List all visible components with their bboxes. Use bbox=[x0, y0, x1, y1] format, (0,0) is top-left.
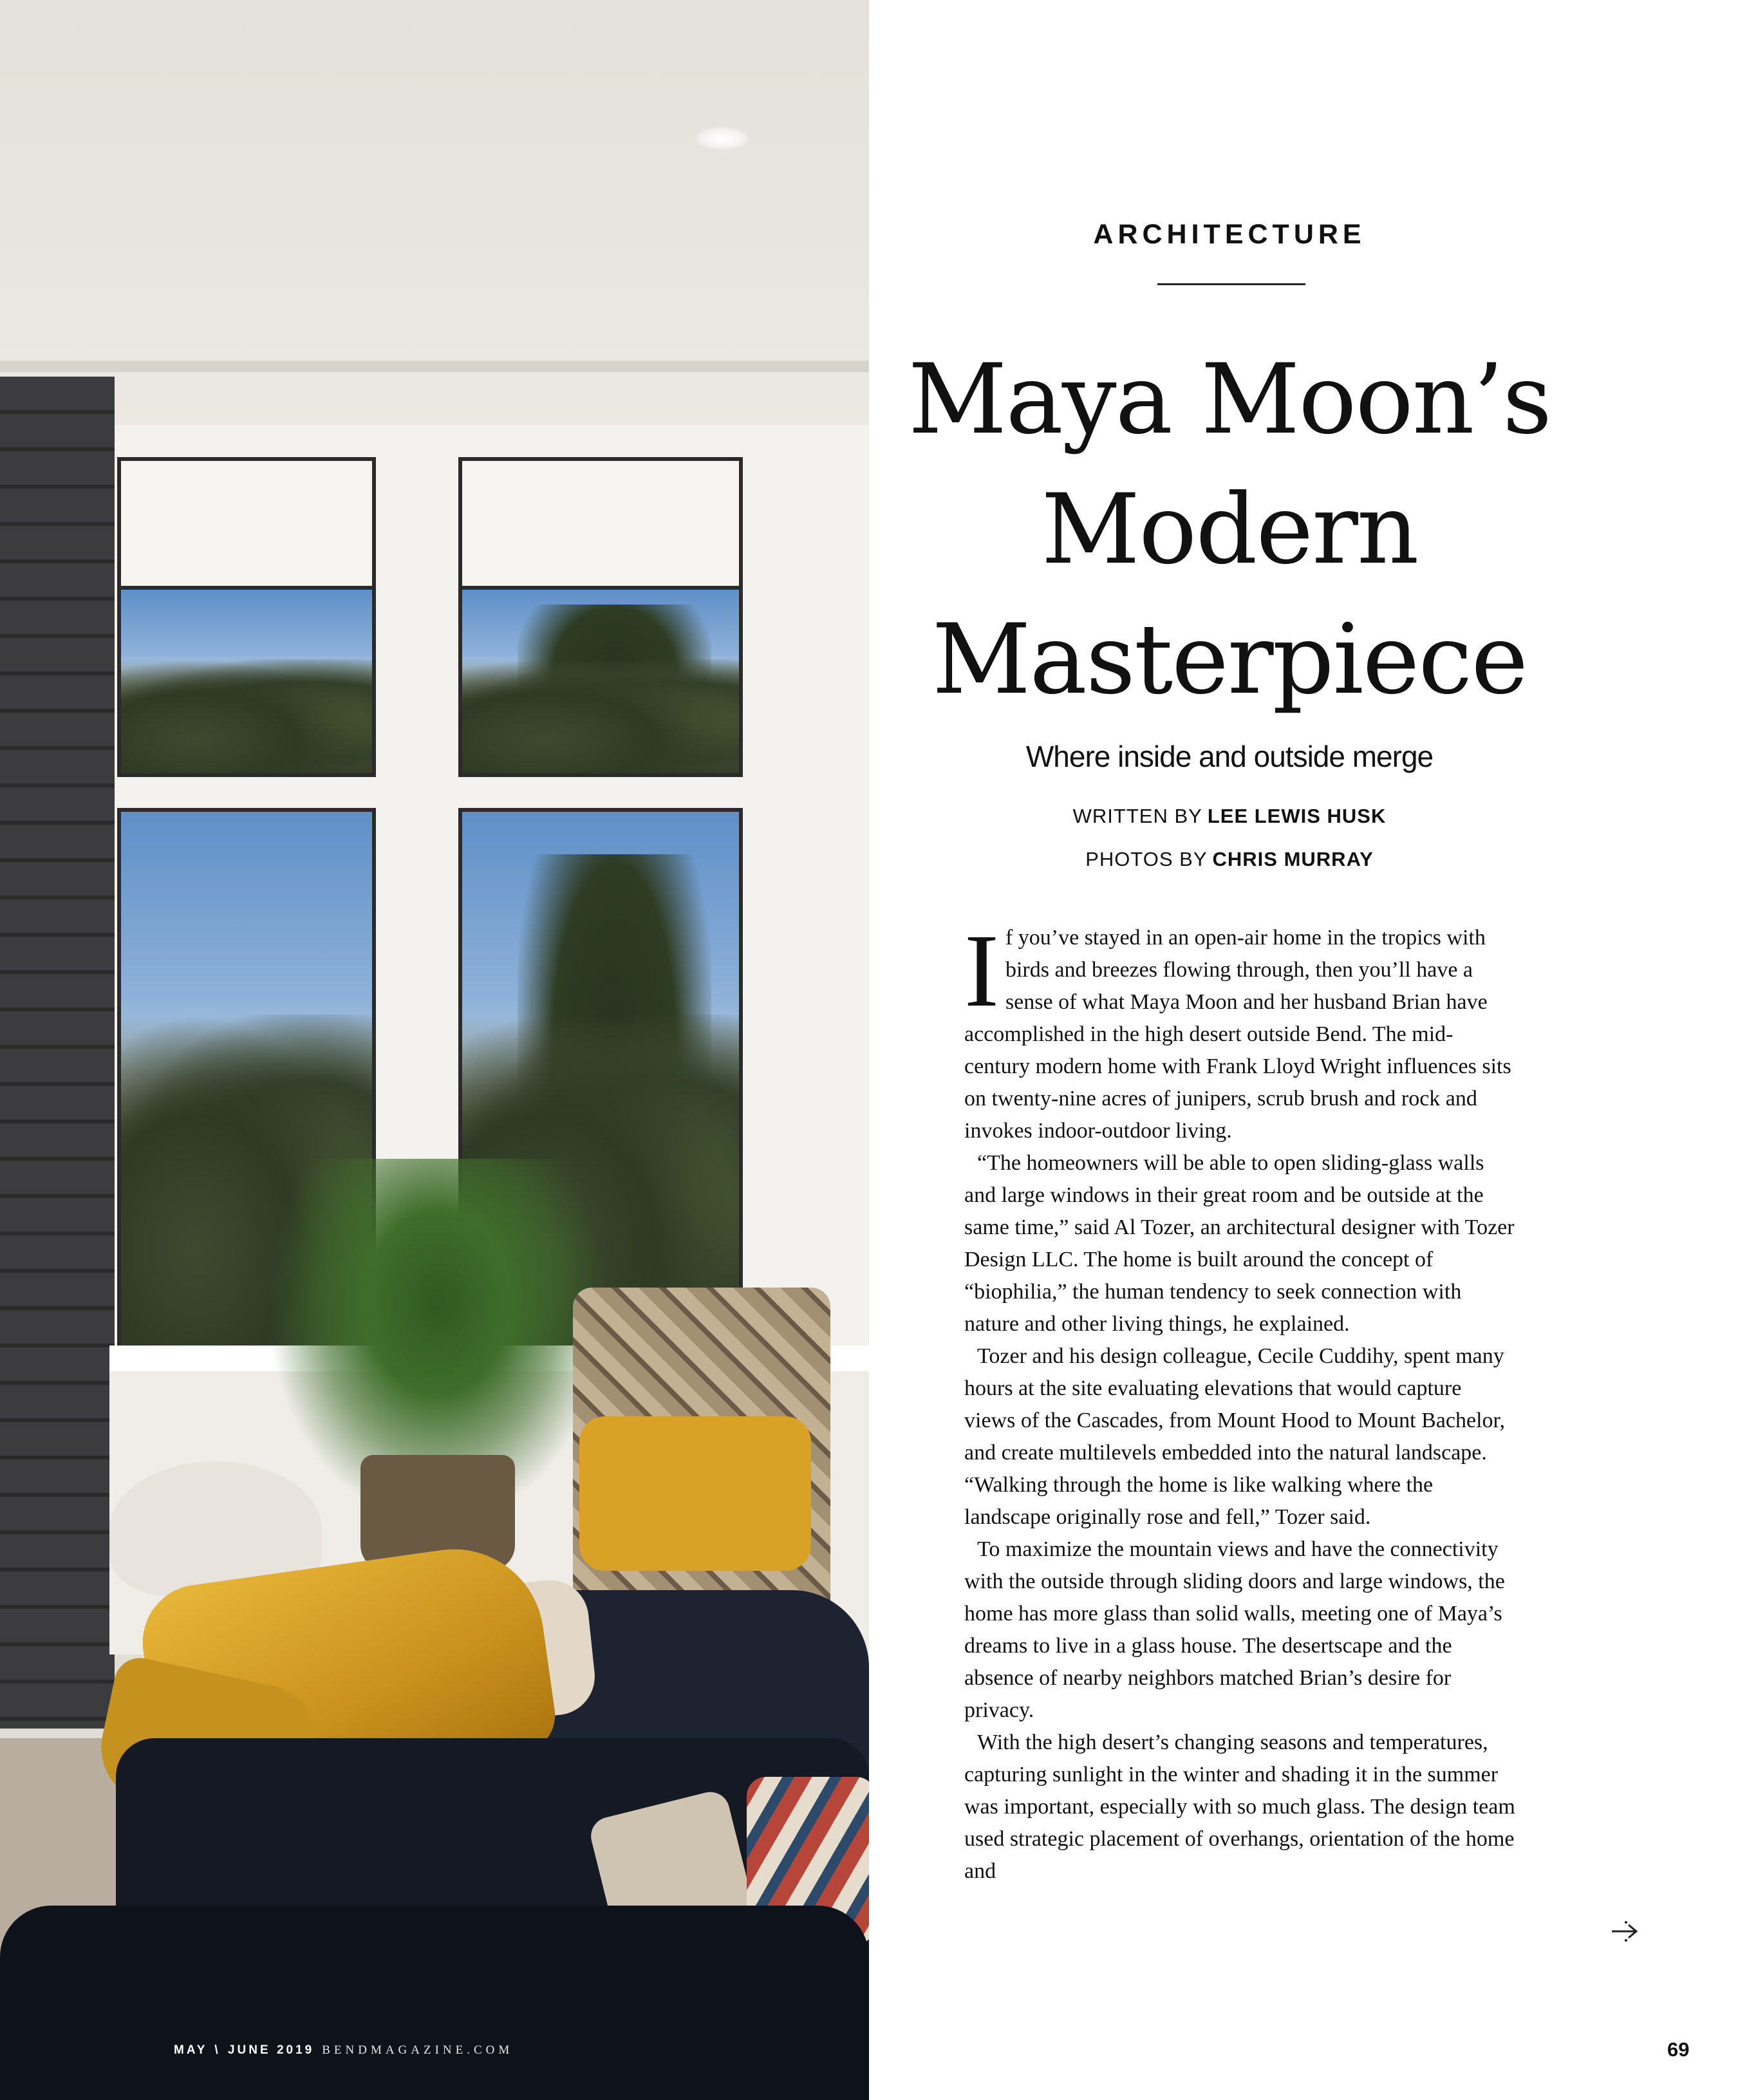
article-headline: Maya Moon’s Modern Masterpiece bbox=[908, 344, 1551, 716]
continue-arrow-icon bbox=[1609, 1918, 1643, 1944]
page-number: 69 bbox=[1667, 2038, 1690, 2061]
drop-cap: I bbox=[964, 914, 999, 1029]
article-paragraph bbox=[964, 914, 1518, 1147]
window-pane-top-right bbox=[458, 586, 743, 777]
writer-credit bbox=[869, 805, 1590, 828]
ceiling-edge bbox=[0, 361, 869, 372]
article-subtitle: Where inside and outside merge bbox=[1025, 740, 1434, 773]
article-paragraph: “The homeowners will be able to open sliding-glass walls and large windows in their great room and be outside at the same time,” said Al Tozer, an architectural designer with Tozer Design LLC. The home is built around the concept of “biophilia,” the human tendency to seek connection with nature and other living things, he explained. bbox=[964, 1151, 1515, 1336]
leather-sofa-front bbox=[0, 1906, 869, 2100]
writer-name: LEE LEWIS HUSK bbox=[1207, 805, 1387, 827]
folio-issue: JUNE 2019 bbox=[227, 2043, 315, 2057]
photographer-name: CHRIS MURRAY bbox=[1212, 848, 1374, 870]
section-kicker: ARCHITECTURE bbox=[1093, 219, 1366, 250]
kicker-divider bbox=[1157, 283, 1305, 285]
photos-by-label: PHOTOS BY bbox=[1085, 848, 1208, 870]
paragraph-text: f you’ve stayed in an open-air home in the tropics with birds and breezes flowing through, then you’ll have a sense of what Maya Moon and her husband Brian have accomplished in the high desert outside Bend. The mid-century modern home with Frank Lloyd Wright influences sits on twenty-nine acres of junipers, scrub brush and rock and invokes indoor-outdoor living. bbox=[964, 926, 1511, 1143]
folio-month: MAY bbox=[174, 2043, 208, 2057]
brick-column bbox=[0, 377, 115, 1729]
folio-website: BENDMAGAZINE.COM bbox=[322, 2043, 514, 2057]
issue-folio bbox=[174, 2043, 513, 2058]
article-paragraph: To maximize the mountain views and have the connectivity with the outside through sliding doors and large windows, the home has more glass than solid walls, meeting one of Maya’s dreams to live in a glass house. The desertscape and the absence of nearby neighbors matched Brian’s desire for privacy. bbox=[964, 1537, 1505, 1722]
window-shade bbox=[117, 457, 376, 597]
yellow-fur-pillow bbox=[579, 1416, 811, 1571]
window-pane-top-left bbox=[117, 586, 376, 777]
written-by-label: WRITTEN BY bbox=[1072, 805, 1202, 827]
article-paragraph: With the high desert’s changing seasons and temperatures, capturing sunlight in the winter and shading it in the summer was important, especially with so much glass. The design team used strategic placement of overhangs, orientation of the home and bbox=[964, 1730, 1515, 1883]
folio-separator: \ bbox=[214, 2043, 221, 2057]
ceiling-light bbox=[694, 126, 751, 151]
window-shade bbox=[458, 457, 743, 597]
photo-credit bbox=[869, 848, 1590, 871]
article-body bbox=[964, 914, 1518, 1888]
article-paragraph: Tozer and his design colleague, Cecile Cuddihy, spent many hours at the site evaluating elevations that would capture views of the Cascades, from Mount Hood to Mount Bachelor, and create multilevels embedded into the natural landscape. “Walking through the home is like walking where the landscape originally rose and fell,” Tozer said. bbox=[964, 1344, 1505, 1529]
